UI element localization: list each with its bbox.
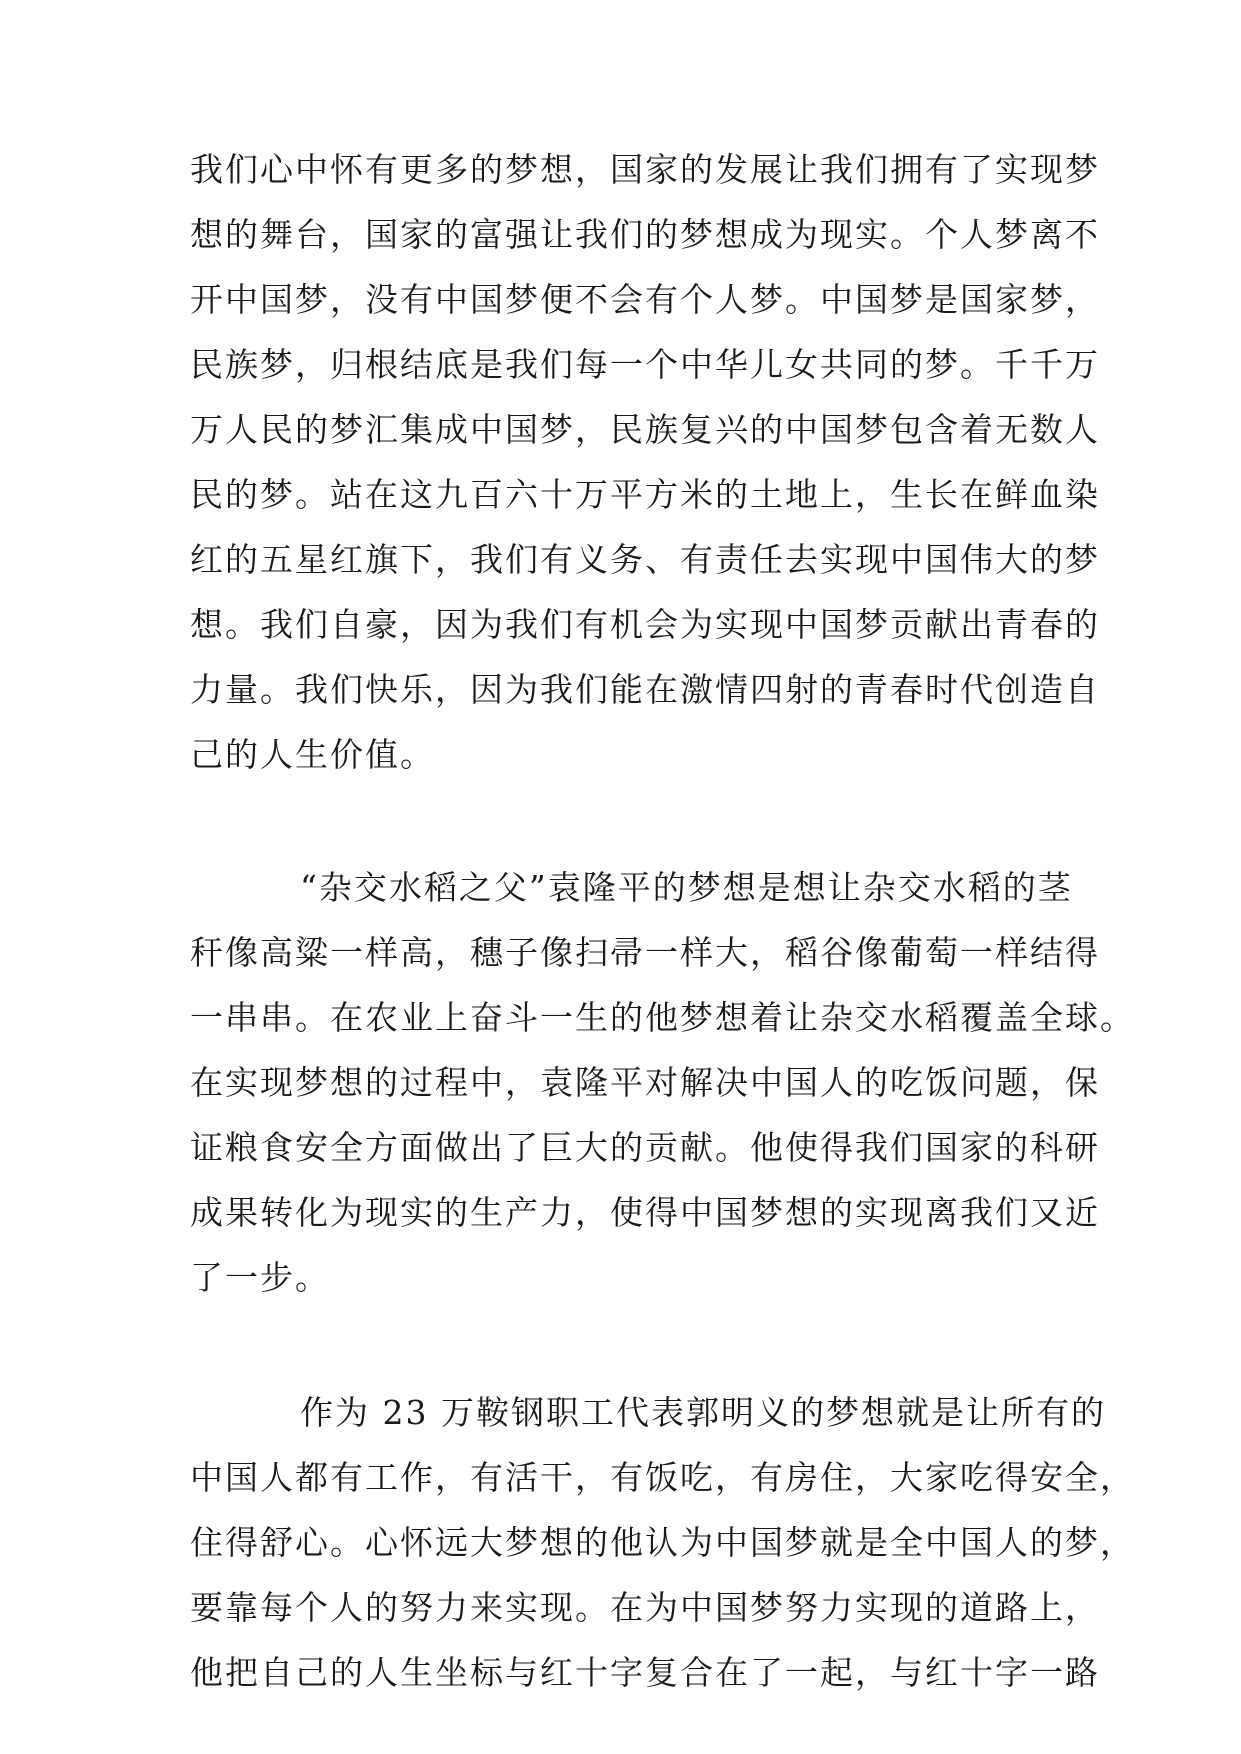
text-line: 我们心中怀有更多的梦想，国家的发展让我们拥有了实现梦 bbox=[190, 150, 1100, 189]
text-line: 红的五星红旗下，我们有义务、有责任去实现中国伟大的梦 bbox=[190, 540, 1100, 579]
text-line: 证粮食安全方面做出了巨大的贡献。他使得我们国家的科研 bbox=[190, 1128, 1100, 1167]
text-line: 成果转化为现实的生产力，使得中国梦想的实现离我们又近 bbox=[190, 1193, 1100, 1232]
text-line: 想。我们自豪，因为我们有机会为实现中国梦贡献出青春的 bbox=[190, 605, 1100, 644]
text-line: 秆像高粱一样高，穗子像扫帚一样大，稻谷像葡萄一样结得 bbox=[190, 933, 1100, 972]
text-line: 了一步。 bbox=[190, 1258, 330, 1297]
text-line: 万人民的梦汇集成中国梦，民族复兴的中国梦包含着无数人 bbox=[190, 410, 1100, 449]
text-line: 力量。我们快乐，因为我们能在激情四射的青春时代创造自 bbox=[190, 670, 1100, 709]
text-line: 他把自己的人生坐标与红十字复合在了一起，与红十字一路 bbox=[190, 1653, 1100, 1692]
text-line: 己的人生价值。 bbox=[190, 735, 435, 774]
text-line: 一串串。在农业上奋斗一生的他梦想着让杂交水稻覆盖全球。 bbox=[190, 998, 1135, 1037]
text-line: 住得舒心。心怀远大梦想的他认为中国梦就是全中国人的梦， bbox=[190, 1523, 1135, 1562]
text-line: 民的梦。站在这九百六十万平方米的土地上，生长在鲜血染 bbox=[190, 475, 1100, 514]
text-line: 中国人都有工作，有活干，有饭吃，有房住，大家吃得安全， bbox=[190, 1458, 1135, 1497]
text-line: 要靠每个人的努力来实现。在为中国梦努力实现的道路上， bbox=[190, 1588, 1100, 1627]
text-line: 想的舞台，国家的富强让我们的梦想成为现实。个人梦离不 bbox=[190, 215, 1100, 254]
text-line: 在实现梦想的过程中，袁隆平对解决中国人的吃饭问题，保 bbox=[190, 1063, 1100, 1102]
text-line: 民族梦，归根结底是我们每一个中华儿女共同的梦。千千万 bbox=[190, 345, 1100, 384]
text-line: 作为 23 万鞍钢职工代表郭明义的梦想就是让所有的 bbox=[300, 1393, 1106, 1432]
text-line: “杂交水稻之父”袁隆平的梦想是想让杂交水稻的茎 bbox=[300, 868, 1073, 907]
text-line: 开中国梦，没有中国梦便不会有个人梦。中国梦是国家梦， bbox=[190, 280, 1100, 319]
